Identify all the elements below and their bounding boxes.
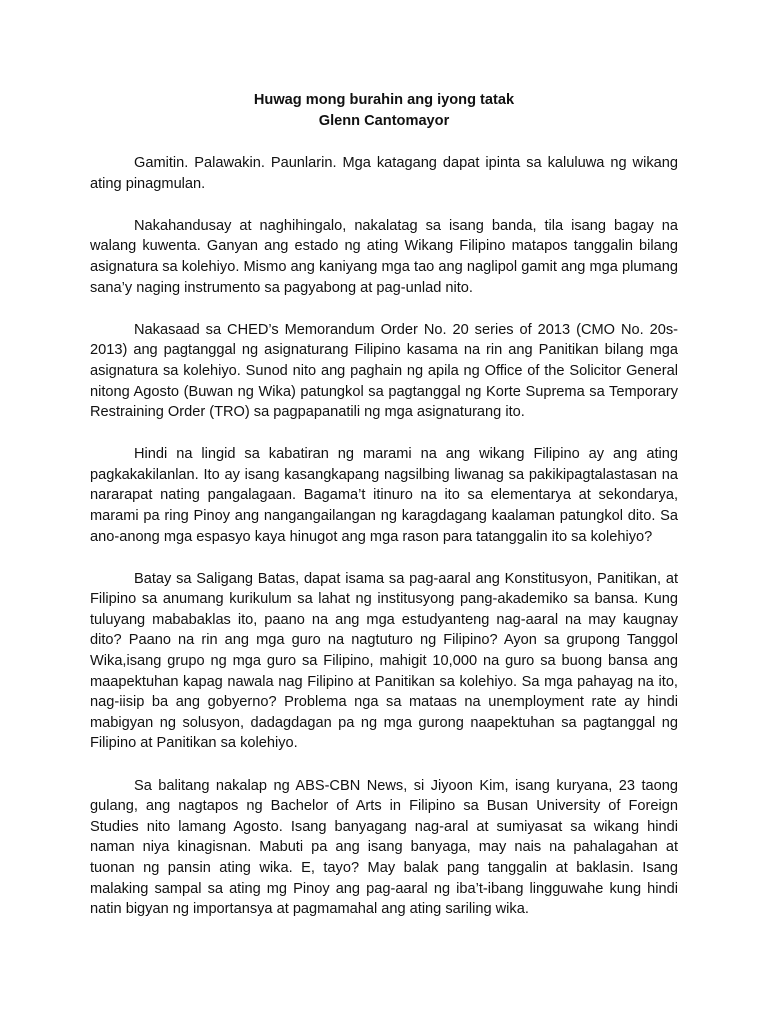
paragraph-6: Sa balitang nakalap ng ABS-CBN News, si Jiyoon Kim, isang kuryana, 23 taong gulang, ang nagtapos ng Bachelor of Arts in Filipino sa Busan University of Foreign Studies nito lamang Agosto. Isang banyagang nag-aral at sumiyasat sa wikang hindi naman niya kinagisnan. Mabuti pa ang isang banyaga, may nais na pahalagahan at tuonan ng pansin ating wika. E, tayo? May balak pang tanggalin at baklasin. Isang malaking sampal sa ating mg Pinoy ang pag-aaral ng iba’t-ibang lingguwahe kung hindi natin bigyan ng importansya at pagmamahal ang ating sariling wika.: [90, 777, 678, 918]
paragraph-3: Nakasaad sa CHED’s Memorandum Order No. 20 series of 2013 (CMO No. 20s-2013) ang pagtanggal ng asignaturang Filipino kasama na rin ang Panitikan bilang mga asignatura sa kolehiyo. Sunod nito ang paghain ng apila ng Office of the Solicitor General nitong Agosto (Buwan ng Wika) patungkol sa pagtanggal ng Korte Suprema sa Temporary Restraining Order (TRO) sa pagpapanatili ng mga asignaturang ito.: [90, 321, 678, 421]
paragraph-5: Batay sa Saligang Batas, dapat isama sa pag-aaral ang Konstitusyon, Panitikan, at Filipino sa anumang kurikulum sa lahat ng institusyong pang-akademiko sa bansa. Kung tuluyang mababaklas ito, paano na ang mga estudyanteng nag-aaral na may kaugnay dito? Paano na rin ang mga guro na nagtuturo ng Filipino? Ayon sa grupong Tanggol Wika,isang grupo ng mga guro sa Filipino, mahigit 10,000 na guro sa buong bansa ang maapektuhan kapag nawala nag Filipino at Panitikan sa kolehiyo. Sa mga pahayag na ito, nag-iisip ba ang gobyerno? Problema nga sa mataas na unemployment rate ay hindi mabigyan ng solusyon, dadagdagan pa ng mga gurong naapektuhan sa pagtanggal ng Filipino at Panitikan sa kolehiyo.: [90, 570, 678, 752]
paragraph-2: Nakahandusay at naghihingalo, nakalatag sa isang banda, tila isang bagay na walang kuwenta. Ganyan ang estado ng ating Wikang Filipino matapos tanggalin bilang asignatura sa kolehiyo. Mismo ang kaniyang mga tao ang naglipol gamit ang mga plumang sana’y naging instrumento sa pagyabong at pag-unlad nito.: [90, 217, 678, 296]
paragraph-1: Gamitin. Palawakin. Paunlarin. Mga katagang dapat ipinta sa kaluluwa ng wikang ating pinagmulan.: [90, 155, 678, 192]
document-page: [90, 90, 678, 941]
paragraph-4: Hindi na lingid sa kabatiran ng marami na ang wikang Filipino ay ang ating pagkakakilanlan. Ito ay isang kasangkapang nagsilbing liwanag sa pakikipagtalastasan na nararapat nating pangalagaan. Bagama’t itinuro na ito sa elementarya at sekondarya, marami pa ring Pinoy ang nangangailangan ng karagdagang kaalaman patungkol dito. Sa ano-anong mga espasyo kaya hinugot ang mga rason para tatanggalin ito sa kolehiyo?: [90, 446, 678, 545]
document-title: Huwag mong burahin ang iyong tatak: [253, 92, 515, 108]
document-author: Glenn Cantomayor: [318, 112, 450, 129]
